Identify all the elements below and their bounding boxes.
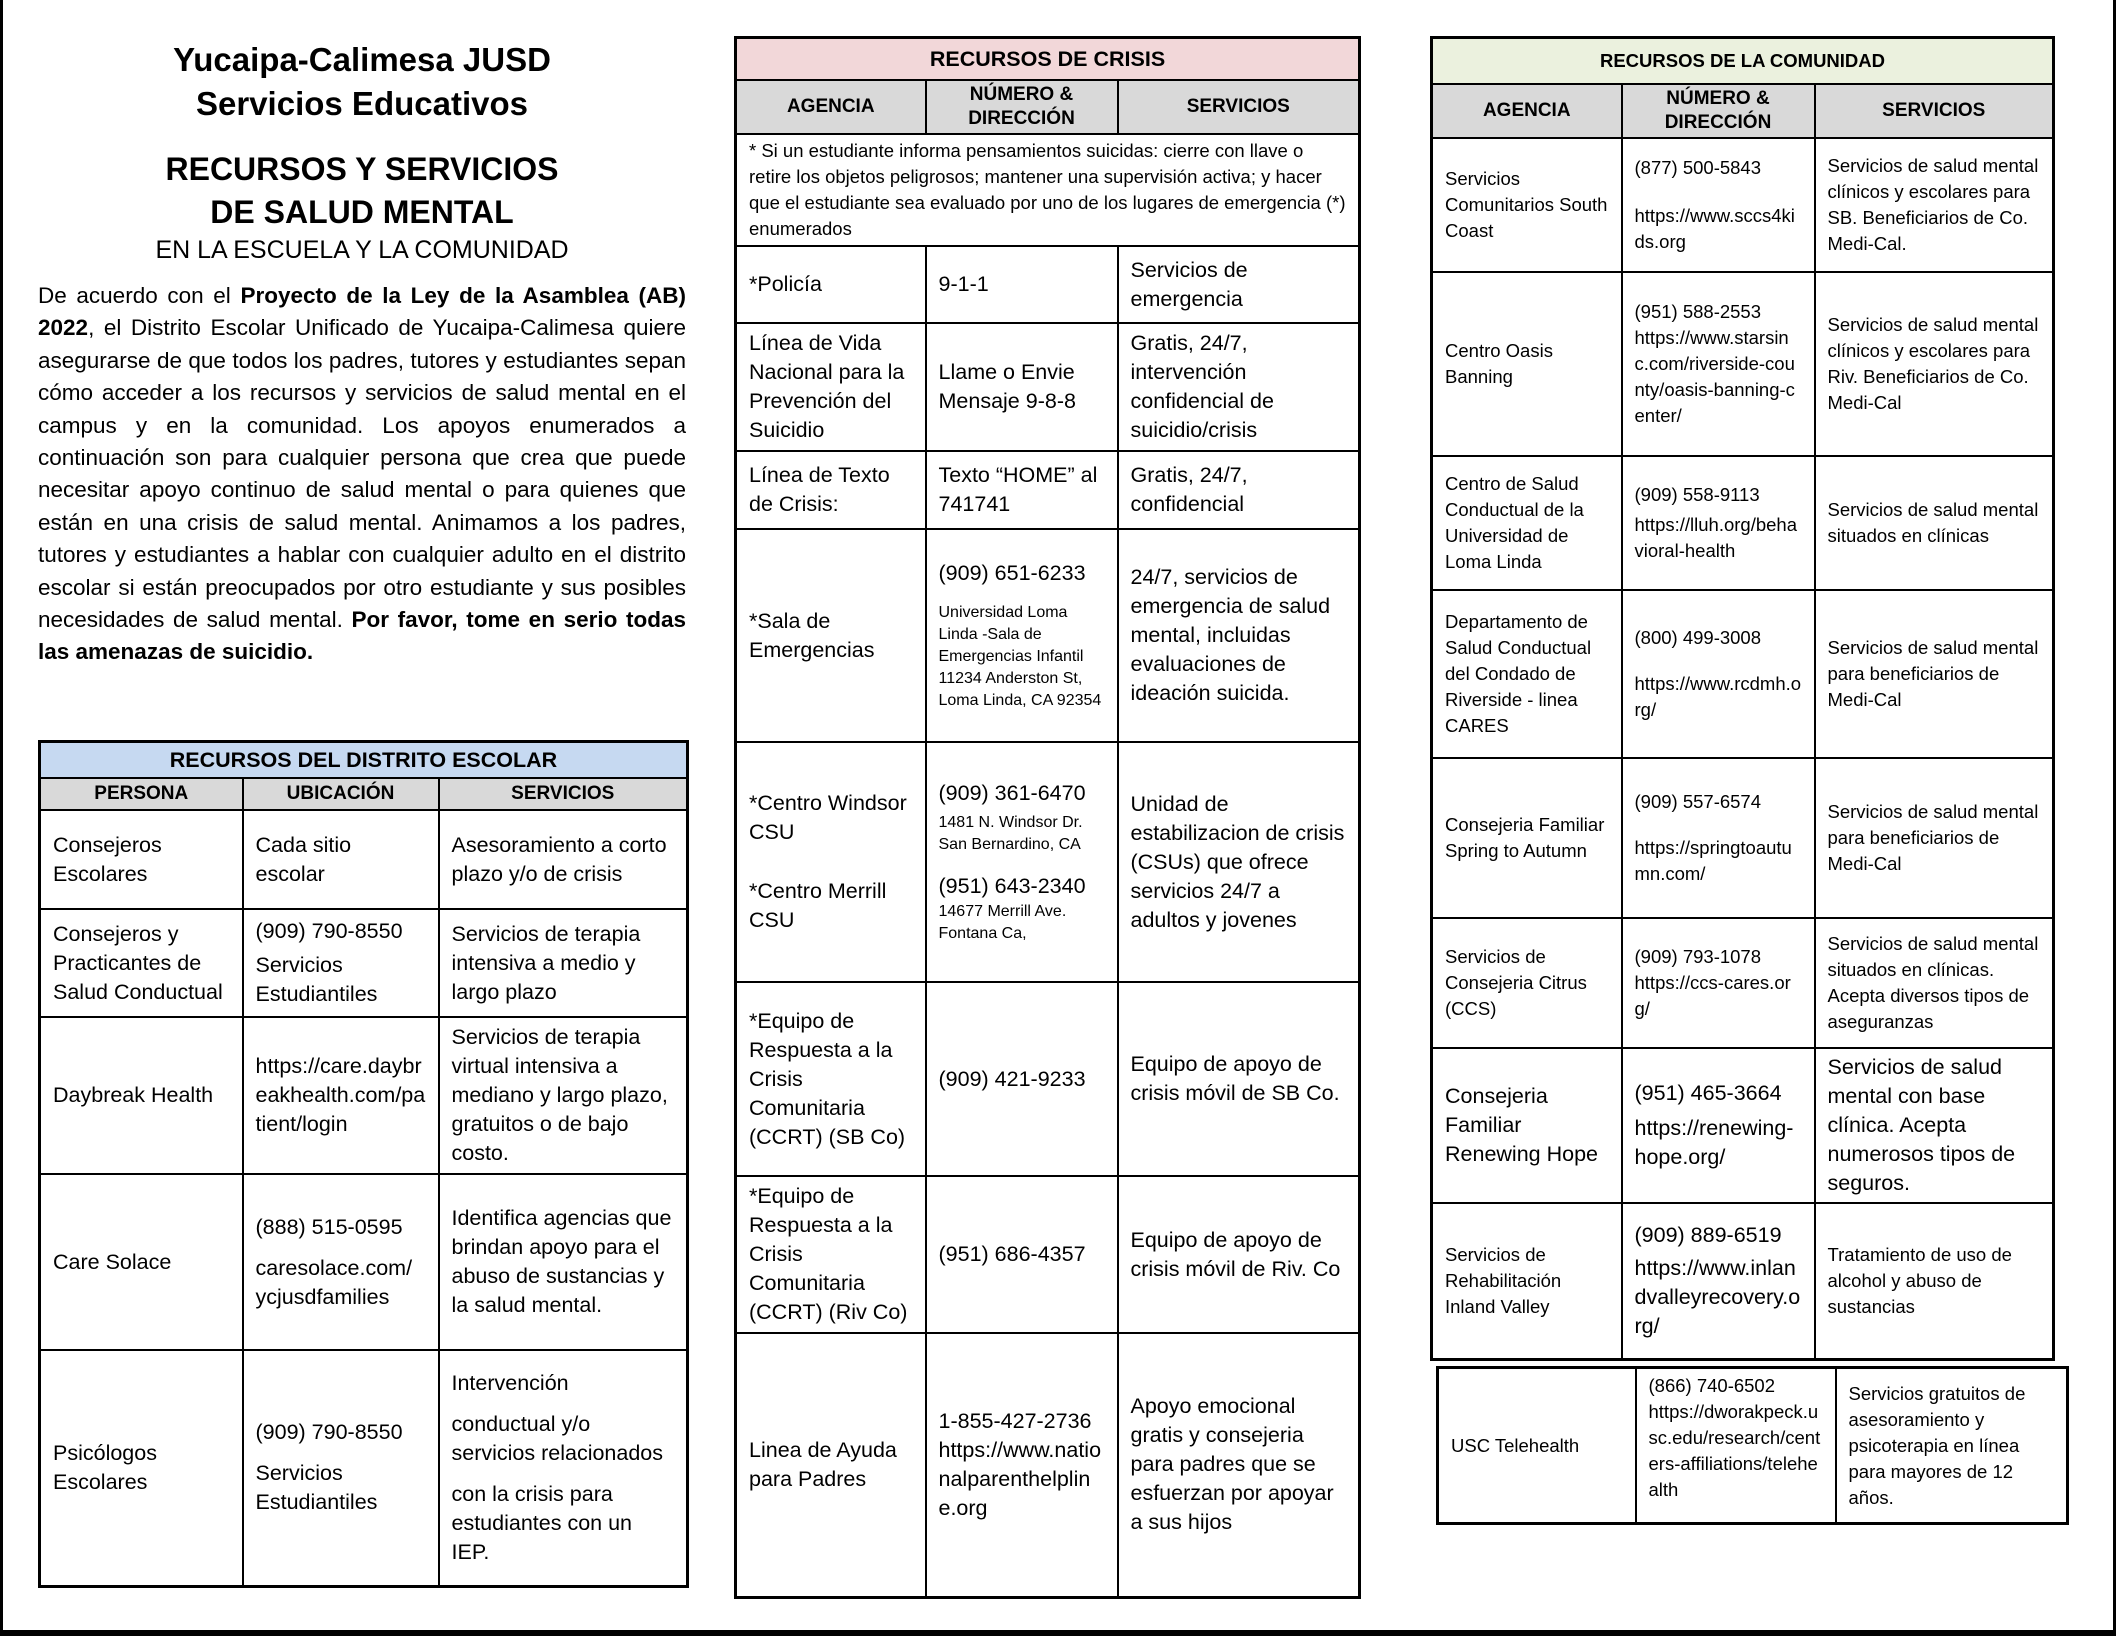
crisis-numero: (909) 421-9233: [926, 982, 1118, 1176]
daybreak-link[interactable]: https://care.daybreakhealth.com/patient/login: [243, 1017, 439, 1174]
district-phone: (888) 515-0595: [255, 1214, 403, 1239]
table-row: [1432, 138, 2054, 272]
usc-telehealth-table: [1436, 1366, 2069, 1525]
community-header-agencia: AGENCIA: [1432, 84, 1622, 138]
crisis-address: 14677 Merrill Ave. Fontana Ca,: [938, 903, 1067, 942]
table-row: [1432, 1203, 2054, 1359]
table-row: [736, 246, 1360, 323]
usc-phone: (866) 740-6502: [1648, 1375, 1776, 1396]
community-servicios: Tratamiento de uso de alcohol y abuso de sustancias: [1815, 1203, 2054, 1359]
crisis-agencia: Línea de Texto de Crisis:: [736, 451, 926, 529]
crisis-header-numero: NÚMERO & DIRECCIÓN: [926, 80, 1118, 134]
community-agencia: Centro Oasis Banning: [1432, 272, 1622, 456]
crisis-agencia: *Equipo de Respuesta a la Crisis Comunitaria (CCRT) (Riv Co): [736, 1176, 926, 1333]
community-numero-cell: [1622, 456, 1815, 590]
crisis-numero: 9-1-1: [926, 246, 1118, 323]
table-row: [1438, 1368, 2068, 1524]
crisis-agencia: Linea de Ayuda para Padres: [736, 1333, 926, 1597]
community-phone: (800) 499-3008: [1634, 627, 1762, 648]
crisis-header-servicios: SERVICIOS: [1118, 80, 1360, 134]
table-row: [40, 1017, 688, 1174]
community-link[interactable]: https://renewing-hope.org/: [1634, 1116, 1794, 1169]
crisis-agencia: *Centro Windsor CSU: [749, 791, 907, 844]
district-persona: Psicólogos Escolares: [40, 1350, 243, 1586]
community-link[interactable]: https://springtoautumn.com/: [1634, 837, 1792, 884]
crisis-agencia: *Policía: [736, 246, 926, 323]
community-numero-cell: [1622, 758, 1815, 918]
intro-text-1: De acuerdo con el: [38, 283, 241, 308]
district-ubicacion: Cada sitio escolar: [243, 810, 439, 909]
table-row: [736, 323, 1360, 451]
community-link[interactable]: https://lluh.org/behavioral-health: [1634, 514, 1797, 561]
community-numero-cell: [1622, 590, 1815, 758]
table-row: [1432, 758, 2054, 918]
usc-agencia: USC Telehealth: [1438, 1368, 1636, 1524]
district-servicios: Servicios de terapia intensiva a medio y largo plazo: [439, 909, 688, 1017]
usc-numero-cell: [1636, 1368, 1836, 1524]
crisis-servicios: Servicios de emergencia: [1118, 246, 1360, 323]
crisis-servicios: Unidad de estabilizacion de crisis (CSUs) que ofrece servicios 24/7 a adultos y jovenes: [1118, 742, 1360, 982]
care-solace-link[interactable]: caresolace.com/ ycjusdfamilies: [255, 1255, 413, 1309]
crisis-agencia: *Equipo de Respuesta a la Crisis Comunitaria (CCRT) (SB Co): [736, 982, 926, 1176]
intro-text-2: , el Distrito Escolar Unificado de Yucaipa-Calimesa quiere asegurarse de que todos los padres, tutores y estudiantes sepan cómo acceder a los recursos y servicios de salud mental en el campus y en la comunidad. Los apoyos enumerados a continuación son para cualquier persona que crea que puede necesitar apoyo continuo de salud mental o para quienes que están en una crisis de salud mental. Animamos a los padres, tutores y estudiantes a hablar con cualquier adulto en el distrito escolar si están preocupados por otro estudiante y sus posibles necesidades de salud mental.: [38, 315, 686, 633]
community-agencia: Consejeria Familiar Spring to Autumn: [1432, 758, 1622, 918]
district-servicios: Identifica agencias que brindan apoyo para el abuso de sustancias y la salud mental.: [439, 1174, 688, 1350]
crisis-agencia-cell: [736, 742, 926, 982]
district-servicios-line: conductual y/o servicios relacionados: [451, 1411, 664, 1465]
district-persona: Consejeros y Practicantes de Salud Conductual: [40, 909, 243, 1017]
community-servicios: Servicios de salud mental para beneficiarios de Medi-Cal: [1815, 590, 2054, 758]
community-servicios: Servicios de salud mental clínicos y escolares para SB. Beneficiarios de Co. Medi-Cal.: [1815, 138, 2054, 272]
community-agencia: Centro de Salud Conductual de la Universidad de Loma Linda: [1432, 456, 1622, 590]
community-servicios: Servicios de salud mental con base clínica. Acepta numerosos tipos de seguros.: [1815, 1048, 2054, 1203]
table-row: [40, 1174, 688, 1350]
district-persona: Consejeros Escolares: [40, 810, 243, 909]
page-subtitle: EN LA ESCUELA Y LA COMUNIDAD: [155, 236, 569, 264]
community-numero-cell: [1622, 918, 1815, 1048]
community-link[interactable]: https://www.rcdmh.org/: [1634, 673, 1802, 720]
intro-paragraph: [38, 280, 686, 669]
district-header-ubicacion: UBICACIÓN: [243, 778, 439, 810]
district-persona: Care Solace: [40, 1174, 243, 1350]
page-left-border: [0, 0, 3, 1636]
district-persona: Daybreak Health: [40, 1017, 243, 1174]
district-phone: (909) 790-8550: [255, 1420, 403, 1445]
community-phone: (909) 889-6519: [1634, 1222, 1782, 1247]
district-ubicacion-cell: [243, 1174, 439, 1350]
district-phone: (909) 790-8550: [255, 919, 403, 943]
suicide-safety-note: * Si un estudiante informa pensamientos suicidas: cierre con llave o retire los objetos peligrosos; mantener una supervisión activa; y hacer que el estudiante sea evaluado por uno de los lugares de emergencia (*) enumerados: [736, 134, 1360, 246]
community-phone: (951) 465-3664: [1634, 1081, 1782, 1105]
community-agencia: Servicios Comunitarios South Coast: [1432, 138, 1622, 272]
district-ubicacion-cell: [243, 909, 439, 1017]
community-servicios: Servicios de salud mental situados en clínicas. Acepta diversos tipos de aseguranzas: [1815, 918, 2054, 1048]
district-header-persona: PERSONA: [40, 778, 243, 810]
district-header-servicios: SERVICIOS: [439, 778, 688, 810]
community-table-caption: RECURSOS DE LA COMUNIDAD: [1432, 38, 2054, 85]
crisis-servicios: 24/7, servicios de emergencia de salud mental, incluidas evaluaciones de ideación suicida.: [1118, 529, 1360, 742]
crisis-servicios: Equipo de apoyo de crisis móvil de SB Co.: [1118, 982, 1360, 1176]
community-agencia: Servicios de Rehabilitación Inland Valley: [1432, 1203, 1622, 1359]
community-phone: (909) 793-1078: [1634, 946, 1762, 967]
crisis-table-caption: RECURSOS DE CRISIS: [736, 38, 1360, 81]
crisis-agencia: *Sala de Emergencias: [736, 529, 926, 742]
table-row: [1432, 590, 2054, 758]
crisis-numero: Texto “HOME” al 741741: [926, 451, 1118, 529]
table-row: [736, 982, 1360, 1176]
crisis-servicios: Equipo de apoyo de crisis móvil de Riv. Co: [1118, 1176, 1360, 1333]
intro-column: [38, 38, 686, 669]
department-name: Servicios Educativos: [196, 85, 528, 122]
community-header-servicios: SERVICIOS: [1815, 84, 2054, 138]
community-phone: (877) 500-5843: [1634, 157, 1762, 178]
community-header-numero: NÚMERO & DIRECCIÓN: [1622, 84, 1815, 138]
table-row: [736, 1333, 1360, 1597]
community-numero-cell: [1622, 1048, 1815, 1203]
table-row: [736, 529, 1360, 742]
community-phone: (909) 558-9113: [1634, 484, 1760, 505]
page-bottom-border: [0, 1630, 2116, 1636]
table-row: [40, 810, 688, 909]
district-ubicacion-cell: [243, 1350, 439, 1586]
title-line-2: DE SALUD MENTAL: [210, 194, 514, 230]
crisis-servicios: Gratis, 24/7, confidencial: [1118, 451, 1360, 529]
community-servicios: Servicios de salud mental para beneficiarios de Medi-Cal: [1815, 758, 2054, 918]
usc-link[interactable]: https://dworakpeck.usc.edu/research/centers-affiliations/telehealth: [1648, 1401, 1821, 1500]
district-resources-table: [38, 740, 689, 1588]
community-phone: (951) 588-2553: [1634, 301, 1762, 322]
crisis-address: Universidad Loma Linda -Sala de Emergencias Infantil 11234 Anderston St, Loma Linda, CA 92354: [938, 604, 1102, 709]
district-servicios-line: Intervención: [451, 1370, 569, 1395]
district-location: Servicios Estudiantiles: [255, 1461, 378, 1515]
community-link[interactable]: https://www.starsinc.com/riverside-county/oasis-banning-center/: [1634, 327, 1795, 426]
district-name: Yucaipa-Calimesa JUSD: [173, 41, 551, 78]
parent-helpline-link[interactable]: 1-855-427-2736 https://www.nationalparenthelpline.org: [926, 1333, 1118, 1597]
district-servicios: Asesoramiento a corto plazo y/o de crisis: [439, 810, 688, 909]
crisis-numero: Llame o Envie Mensaje 9-8-8: [926, 323, 1118, 451]
district-servicios-cell: [439, 1350, 688, 1586]
community-phone: (909) 557-6574: [1634, 791, 1762, 812]
crisis-agencia: Línea de Vida Nacional para la Prevención del Suicidio: [736, 323, 926, 451]
crisis-servicios: Apoyo emocional gratis y consejeria para padres que se esfuerzan por apoyar a sus hijos: [1118, 1333, 1360, 1597]
usc-servicios: Servicios gratuitos de asesoramiento y psicoterapia en línea para mayores de 12 años.: [1836, 1368, 2068, 1524]
community-resources-table: [1430, 36, 2055, 1361]
crisis-servicios: Gratis, 24/7, intervención confidencial de suicidio/crisis: [1118, 323, 1360, 451]
community-agencia: Servicios de Consejeria Citrus (CCS): [1432, 918, 1622, 1048]
table-row: [40, 1350, 688, 1586]
title-line-1: RECURSOS Y SERVICIOS: [165, 151, 559, 187]
district-table-caption: RECURSOS DEL DISTRITO ESCOLAR: [40, 742, 688, 779]
community-agencia: Departamento de Salud Conductual del Condado de Riverside - linea CARES: [1432, 590, 1622, 758]
table-row: [1432, 1048, 2054, 1203]
community-servicios: Servicios de salud mental situados en clínicas: [1815, 456, 2054, 590]
table-row: [736, 1176, 1360, 1333]
community-numero-cell: [1622, 138, 1815, 272]
community-link[interactable]: https://www.inlandvalleyrecovery.org/: [1634, 1255, 1801, 1338]
table-row: [736, 742, 1360, 982]
community-link[interactable]: https://ccs-cares.org/: [1634, 972, 1791, 1019]
crisis-phone: (951) 643-2340: [938, 874, 1086, 898]
table-row: [40, 909, 688, 1017]
page-title: [38, 148, 686, 234]
crisis-numero-cell: [926, 742, 1118, 982]
intro-suicide-warning: Por favor, tome en serio todas las amenazas de suicidio.: [38, 607, 686, 665]
community-servicios: Servicios de salud mental clínicos y escolares para Riv. Beneficiarios de Co. Medi-Cal: [1815, 272, 2054, 456]
crisis-resources-table: [734, 36, 1361, 1599]
intro-bill-name: Proyecto de la Ley de la Asamblea (AB) 2022: [38, 283, 686, 341]
crisis-address: 1481 N. Windsor Dr. San Bernardino, CA: [938, 814, 1083, 853]
table-row: [1432, 272, 2054, 456]
community-link[interactable]: https://www.sccs4kids.org: [1634, 205, 1795, 252]
community-numero-cell: [1622, 1203, 1815, 1359]
community-agencia: Consejeria Familiar Renewing Hope: [1432, 1048, 1622, 1203]
crisis-numero-cell: [926, 529, 1118, 742]
district-servicios-line: con la crisis para estudiantes con un IEP.: [451, 1481, 632, 1564]
crisis-phone: (909) 651-6233: [938, 561, 1086, 585]
crisis-header-agencia: AGENCIA: [736, 80, 926, 134]
community-numero-cell: [1622, 272, 1815, 456]
table-row: [1432, 456, 2054, 590]
table-row: [736, 451, 1360, 529]
district-location: Servicios Estudiantiles: [255, 953, 378, 1006]
crisis-agencia: *Centro Merrill CSU: [749, 879, 887, 932]
crisis-numero: (951) 686-4357: [926, 1176, 1118, 1333]
crisis-phone: (909) 361-6470: [938, 781, 1086, 805]
table-row: [1432, 918, 2054, 1048]
district-servicios: Servicios de terapia virtual intensiva a mediano y largo plazo, gratuitos o de bajo costo.: [439, 1017, 688, 1174]
